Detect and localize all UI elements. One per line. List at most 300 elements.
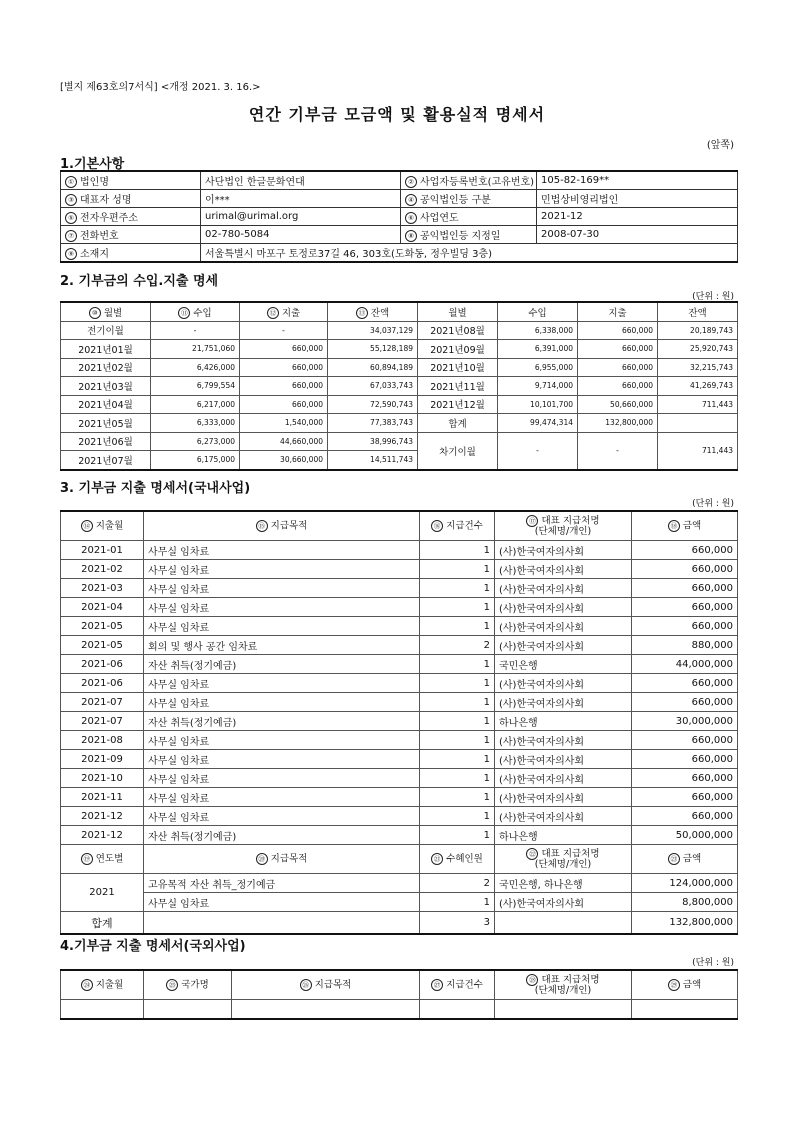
label-text: 소재지 [80,249,109,260]
count-cell: 2 [420,874,495,893]
income-expense-table [60,301,738,471]
purpose-cell: 사무실 임차료 [144,579,420,598]
address-value: 서울특별시 마포구 토정로37길 46, 303호(도화동, 정우빌딩 3층) [201,244,738,263]
item-number-icon: ⑫ [267,307,279,319]
amount-cell: 660,000 [632,674,738,693]
carry-expense: - [578,432,658,470]
month-cell: 2021-07 [61,693,144,712]
item-number-icon: ⑮ [256,520,268,532]
amount-cell: 660,000 [632,541,738,560]
count-cell: 1 [420,769,495,788]
empty-row [61,1000,738,1020]
count-cell: 2 [420,636,495,655]
column-header [658,302,738,321]
item-number-icon: ⑭ [81,520,93,532]
count-cell: 1 [420,893,495,912]
payee-cell: (사)한국여자의사회 [495,893,632,912]
label-text: 대표 지급처명 [541,974,600,986]
info-label [401,208,537,226]
table-header-row [61,511,738,541]
expense-cell: 30,660,000 [240,451,328,470]
amount-cell: 660,000 [632,807,738,826]
amount-cell: 8,800,000 [632,893,738,912]
column-header [144,970,232,1000]
label-text: 금액 [682,520,702,532]
month-cell: 2021-09 [61,750,144,769]
item-number-icon: ④ [405,194,417,206]
amount-cell: 50,000,000 [632,826,738,845]
month-cell: 2021-05 [61,617,144,636]
table-row [61,807,738,826]
income-cell: 6,426,000 [151,358,240,377]
table-row [61,693,738,712]
item-number-icon: ⑯ [431,520,443,532]
info-value: 2008-07-30 [537,226,738,244]
month-cell: 2021년03월 [61,377,151,396]
column-header [420,845,495,874]
section1-title: 1.기본사항 [60,157,125,172]
month-cell: 2021-06 [61,674,144,693]
table-row [61,340,738,359]
info-label [401,226,537,244]
info-label [61,244,201,263]
overseas-expense-table [60,969,738,1020]
table-header-row [61,845,738,874]
item-number-icon: ⑥ [405,212,417,224]
amount-cell: 660,000 [632,750,738,769]
table-row [61,321,738,340]
count-cell: 1 [420,731,495,750]
table-row [61,432,738,451]
item-number-icon: ⑳ [256,853,268,865]
label-text: (단체명/개인) [534,526,592,537]
payee-cell: 국민은행 [495,655,632,674]
label-text: 월별 [103,307,123,319]
count-cell: 1 [420,655,495,674]
label-text: 잔액 [688,307,707,319]
month-cell: 2021-08 [61,731,144,750]
info-row [61,244,738,263]
purpose-cell: 사무실 임차료 [144,693,420,712]
label-text: 법인명 [80,177,109,188]
table-row [61,788,738,807]
table-row [61,395,738,414]
balance-cell: 34,037,129 [328,321,418,340]
table-row [61,750,738,769]
month-cell: 2021년12월 [418,395,498,414]
count-cell: 1 [420,674,495,693]
balance-cell [658,414,738,433]
income-cell: 6,333,000 [151,414,240,433]
page-side-label: (앞쪽) [706,140,734,151]
item-number-icon: ㉓ [668,853,680,865]
column-header [632,970,738,1000]
label-text: 수혜인원 [446,853,483,865]
item-number-icon: ① [65,176,77,188]
month-cell: 2021년07월 [61,451,151,470]
amount-cell: 44,000,000 [632,655,738,674]
payee-cell: (사)한국여자의사회 [495,560,632,579]
item-number-icon: ㉙ [668,979,680,991]
item-number-icon: ⑨ [65,248,77,260]
total-amount: 132,800,000 [632,912,738,935]
month-cell: 2021년02월 [61,358,151,377]
section2-unit: (단위 : 원) [692,292,734,302]
item-number-icon: ㉖ [300,979,312,991]
section4-title: 4.기부금 지출 명세서(국외사업) [60,939,246,954]
month-cell: 2021년05월 [61,414,151,433]
label-text: 공익법인등 지정일 [420,231,501,242]
payee-cell: (사)한국여자의사회 [495,769,632,788]
column-header [61,511,144,541]
expense-cell: 660,000 [578,321,658,340]
payee-cell: (사)한국여자의사회 [495,617,632,636]
column-header [328,302,418,321]
income-cell: 6,273,000 [151,432,240,451]
item-number-icon: ⑰ [526,515,538,527]
section3-title: 3. 기부금 지출 명세서(국내사업) [60,481,251,496]
balance-cell: 72,590,743 [328,395,418,414]
expense-cell: 660,000 [240,358,328,377]
balance-cell: 67,033,743 [328,377,418,396]
month-cell: 2021년11월 [418,377,498,396]
label-text: 수입 [193,307,212,319]
income-cell: 6,338,000 [498,321,578,340]
label-text: 대표자 성명 [80,195,132,206]
month-cell: 2021-12 [61,807,144,826]
expense-cell: - [240,321,328,340]
purpose-cell: 사무실 임차료 [144,769,420,788]
month-cell: 2021년04월 [61,395,151,414]
item-number-icon: ⑧ [405,230,417,242]
purpose-cell: 사무실 임차료 [144,750,420,769]
item-number-icon: ⑱ [668,520,680,532]
label-text: 지급건수 [446,520,483,532]
total-count: 3 [420,912,495,935]
expense-cell: 660,000 [240,340,328,359]
count-cell: 1 [420,788,495,807]
label-text: 지급목적 [270,520,308,532]
info-label [401,190,537,208]
info-value: 02-780-5084 [201,226,401,244]
payee-cell: (사)한국여자의사회 [495,598,632,617]
count-cell: 1 [420,807,495,826]
count-cell: 1 [420,579,495,598]
purpose-cell: 사무실 임차료 [144,541,420,560]
column-header [578,302,658,321]
item-number-icon: ⑩ [89,307,101,319]
count-cell: 1 [420,560,495,579]
info-label [61,226,201,244]
info-row [61,171,738,190]
month-cell: 2021년08월 [418,321,498,340]
item-number-icon: ㉕ [166,979,178,991]
payee-cell: (사)한국여자의사회 [495,807,632,826]
label-text: (단체명/개인) [534,859,592,870]
table-row [61,541,738,560]
section4-unit: (단위 : 원) [692,958,734,968]
payee-cell: (사)한국여자의사회 [495,693,632,712]
domestic-expense-table [60,510,738,935]
item-number-icon: ⑤ [65,212,77,224]
label-text: 사업자등록번호(고유번호) [420,177,535,188]
label-text: 국가명 [181,979,209,991]
info-value: 이*** [201,190,401,208]
info-value: urimal@urimal.org [201,208,401,226]
expense-cell: 660,000 [240,377,328,396]
item-number-icon: ㉗ [431,979,443,991]
amount-cell: 660,000 [632,788,738,807]
form-reference: [별지 제63호의7서식] <개정 2021. 3. 16.> [60,82,261,93]
item-number-icon: ㉑ [431,853,443,865]
column-header [151,302,240,321]
column-header [144,845,420,874]
purpose-cell: 고유목적 자산 취득_정기예금 [144,874,420,893]
expense-cell: 660,000 [578,358,658,377]
purpose-cell: 자산 취득(정기예금) [144,712,420,731]
income-cell: 6,217,000 [151,395,240,414]
item-number-icon: ⑦ [65,230,77,242]
balance-cell: 14,511,743 [328,451,418,470]
item-number-icon: ② [405,176,417,188]
label-text: 공익법인등 구분 [420,195,491,206]
purpose-cell: 자산 취득(정기예금) [144,655,420,674]
count-cell: 1 [420,693,495,712]
column-header [61,302,151,321]
info-value: 2021-12 [537,208,738,226]
column-header [61,845,144,874]
expense-cell: 132,800,000 [578,414,658,433]
column-header [240,302,328,321]
table-header-row [61,970,738,1000]
label-text: 지급건수 [446,979,483,991]
expense-cell: 50,660,000 [578,395,658,414]
month-cell: 전기이월 [61,321,151,340]
label-text: 대표 지급처명 [541,515,600,527]
item-number-icon: ⑪ [178,307,190,319]
month-cell: 2021-05 [61,636,144,655]
month-cell: 2021-07 [61,712,144,731]
count-cell: 1 [420,598,495,617]
item-number-icon: ⑬ [356,307,368,319]
month-cell: 2021-02 [61,560,144,579]
amount-cell: 660,000 [632,693,738,712]
label-text: 지출월 [95,979,124,991]
label-text: 전화번호 [80,231,119,242]
page-title: 연간 기부금 모금액 및 활용실적 명세서 [248,105,546,124]
label-text: 사업연도 [420,213,459,224]
label-text: 월별 [448,307,467,319]
label-text: 연도별 [95,853,124,865]
label-text: (단체명/개인) [534,985,592,996]
table-header-row [61,302,738,321]
amount-cell: 124,000,000 [632,874,738,893]
table-row [61,731,738,750]
table-row [61,617,738,636]
income-cell: - [151,321,240,340]
table-row [61,560,738,579]
purpose-cell: 사무실 임차료 [144,674,420,693]
label-text: 지출 [608,307,627,319]
purpose-cell: 사무실 임차료 [144,598,420,617]
carry-label: 차기이월 [418,432,498,470]
count-cell: 1 [420,712,495,731]
table-row [61,769,738,788]
month-cell: 2021-03 [61,579,144,598]
expense-cell: 660,000 [578,340,658,359]
carry-income: - [498,432,578,470]
count-cell: 1 [420,826,495,845]
column-header [632,511,738,541]
income-cell: 10,101,700 [498,395,578,414]
table-row [61,598,738,617]
payee-cell: (사)한국여자의사회 [495,750,632,769]
month-cell: 2021-12 [61,826,144,845]
info-label [61,208,201,226]
balance-cell: 60,894,189 [328,358,418,377]
income-cell: 9,714,000 [498,377,578,396]
payee-cell: (사)한국여자의사회 [495,788,632,807]
label-text: 지출월 [95,520,124,532]
payee-cell: (사)한국여자의사회 [495,674,632,693]
month-cell: 2021-10 [61,769,144,788]
column-header [495,970,632,1000]
purpose-cell: 사무실 임차료 [144,788,420,807]
label-text: 지출 [281,307,301,319]
info-label [401,171,537,190]
month-cell: 2021-06 [61,655,144,674]
label-text: 금액 [682,853,702,865]
table-row [61,655,738,674]
expense-cell: 660,000 [240,395,328,414]
balance-cell: 41,269,743 [658,377,738,396]
label-text: 지급목적 [314,979,352,991]
expense-cell: 660,000 [578,377,658,396]
expense-cell: 1,540,000 [240,414,328,433]
info-value: 민법상비영리법인 [537,190,738,208]
table-row [61,358,738,377]
item-number-icon: ㉔ [81,979,93,991]
info-row [61,190,738,208]
balance-cell: 20,189,743 [658,321,738,340]
amount-cell: 30,000,000 [632,712,738,731]
table-row [61,674,738,693]
label-text: 금액 [682,979,702,991]
month-cell: 합계 [418,414,498,433]
summary-row [61,893,738,912]
amount-cell: 660,000 [632,617,738,636]
info-value: 105-82-169** [537,171,738,190]
label-text: 지급목적 [270,853,308,865]
table-row [61,712,738,731]
balance-cell: 55,128,189 [328,340,418,359]
table-row [61,579,738,598]
column-header [498,302,578,321]
item-number-icon: ⑲ [81,853,93,865]
column-header [61,970,144,1000]
payee-cell: (사)한국여자의사회 [495,541,632,560]
amount-cell: 660,000 [632,769,738,788]
amount-cell: 660,000 [632,731,738,750]
purpose-cell: 사무실 임차료 [144,731,420,750]
expense-cell: 44,660,000 [240,432,328,451]
table-row [61,377,738,396]
info-label [61,190,201,208]
amount-cell: 660,000 [632,579,738,598]
column-header [420,511,495,541]
item-number-icon: ㉒ [526,848,538,860]
month-cell: 2021년10월 [418,358,498,377]
item-number-icon: ③ [65,194,77,206]
purpose-cell: 사무실 임차료 [144,807,420,826]
column-header [495,845,632,874]
payee-cell: 국민은행, 하나은행 [495,874,632,893]
income-cell: 21,751,060 [151,340,240,359]
item-number-icon: ㉘ [526,974,538,986]
payee-cell: (사)한국여자의사회 [495,579,632,598]
info-label [61,171,201,190]
column-header [418,302,498,321]
purpose-cell: 사무실 임차료 [144,893,420,912]
table-row [61,826,738,845]
income-cell: 6,391,000 [498,340,578,359]
month-cell: 2021년09월 [418,340,498,359]
balance-cell: 711,443 [658,395,738,414]
summary-row [61,874,738,893]
balance-cell: 77,383,743 [328,414,418,433]
section2-title: 2. 기부금의 수입.지출 명세 [60,274,219,289]
purpose-cell: 자산 취득(정기예금) [144,826,420,845]
count-cell: 1 [420,617,495,636]
balance-cell: 25,920,743 [658,340,738,359]
column-header [495,511,632,541]
column-header [144,511,420,541]
count-cell: 1 [420,541,495,560]
column-header [232,970,420,1000]
month-cell: 2021-11 [61,788,144,807]
purpose-cell: 사무실 임차료 [144,560,420,579]
carry-balance: 711,443 [658,432,738,470]
label-text: 대표 지급처명 [541,848,600,860]
amount-cell: 880,000 [632,636,738,655]
info-row [61,208,738,226]
year-cell: 2021 [61,874,144,912]
label-text: 잔액 [370,307,390,319]
balance-cell: 32,215,743 [658,358,738,377]
payee-cell: (사)한국여자의사회 [495,731,632,750]
payee-cell: (사)한국여자의사회 [495,636,632,655]
purpose-cell: 사무실 임차료 [144,617,420,636]
column-header [632,845,738,874]
month-cell: 2021년06월 [61,432,151,451]
column-header [420,970,495,1000]
month-cell: 2021-04 [61,598,144,617]
info-row [61,226,738,244]
income-cell: 6,175,000 [151,451,240,470]
balance-cell: 38,996,743 [328,432,418,451]
income-cell: 99,474,314 [498,414,578,433]
income-cell: 6,799,554 [151,377,240,396]
purpose-cell: 회의 및 행사 공간 임차료 [144,636,420,655]
table-row [61,636,738,655]
payee-cell: 하나은행 [495,712,632,731]
section3-unit: (단위 : 원) [692,499,734,509]
month-cell: 2021년01월 [61,340,151,359]
label-text: 수입 [528,307,547,319]
income-cell: 6,955,000 [498,358,578,377]
total-row [61,912,738,935]
total-label: 합계 [61,912,144,935]
